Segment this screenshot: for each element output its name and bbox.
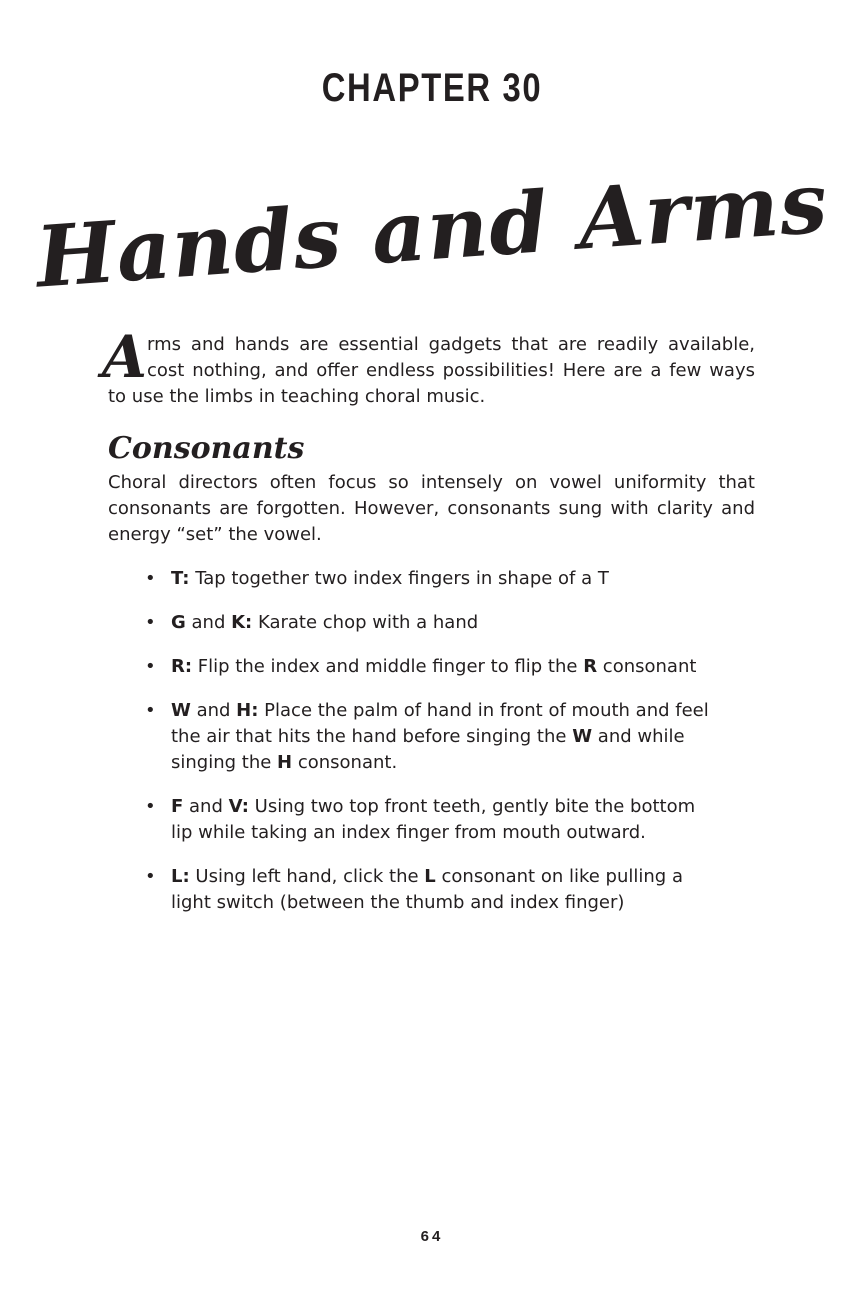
tip-letter: G	[171, 612, 186, 633]
tip-letter: W	[171, 700, 191, 721]
tip-text: and	[183, 796, 229, 817]
tip-text: Using left hand, click the	[189, 866, 425, 887]
section-paragraph: Choral directors often focus so intensely on vowel uniformity that consonants are forgotten. However, consonants sung with clarity and energy “set” the vowel.	[108, 472, 755, 545]
tip-item-g-k	[171, 610, 721, 636]
page-body	[102, 323, 755, 934]
tip-letter: H:	[236, 700, 259, 721]
consonant-tips-list	[108, 566, 721, 916]
tip-text: Karate chop with a hand	[252, 612, 479, 633]
tip-letter: L:	[171, 866, 190, 887]
drop-cap: A	[102, 323, 148, 391]
tip-text: Using two top front teeth, gently bite the bottom lip while taking an index finger from mouth outward.	[171, 796, 696, 843]
tip-letter: R	[583, 656, 598, 677]
page-number: 64	[420, 1228, 444, 1245]
intro-paragraph	[102, 323, 755, 410]
tip-text: consonant on like pulling a light switch (between the thumb and index finger)	[171, 866, 683, 913]
tip-item-t	[171, 566, 721, 592]
tip-letter: V:	[228, 796, 249, 817]
intro-text: rms and hands are essential gadgets that are readily available, cost nothing, and offer endless possibilities! Here are a few ways to use the limbs in teaching choral music.	[108, 334, 755, 407]
tip-letter: W	[572, 726, 593, 747]
tip-text: Place the palm of hand in front of mouth and feel the air that hits the hand before singing the	[171, 700, 709, 747]
tip-letter: F	[171, 796, 184, 817]
tip-letter: T:	[171, 568, 190, 589]
tip-text: and	[185, 612, 232, 633]
tip-letter: H	[277, 752, 293, 773]
tip-item-l	[171, 864, 721, 916]
tip-letter: R:	[171, 656, 193, 677]
tip-item-r	[171, 654, 721, 680]
tip-text: consonant	[597, 656, 697, 677]
tip-text: consonant.	[292, 752, 398, 773]
tip-letter: K:	[231, 612, 253, 633]
tip-text: Tap together two index fingers in shape of a T	[189, 568, 609, 589]
tip-item-f-v	[171, 794, 721, 846]
tip-text: and while singing the	[171, 726, 685, 773]
tip-letter: L	[424, 866, 436, 887]
chapter-label: CHAPTER 30	[321, 66, 543, 110]
tip-text: and	[190, 700, 237, 721]
tip-item-w-h	[171, 698, 721, 776]
section-heading: Consonants	[108, 431, 305, 466]
chapter-title: Hands and Arms	[32, 152, 832, 307]
tip-text: Flip the index and middle finger to flip the	[192, 656, 584, 677]
